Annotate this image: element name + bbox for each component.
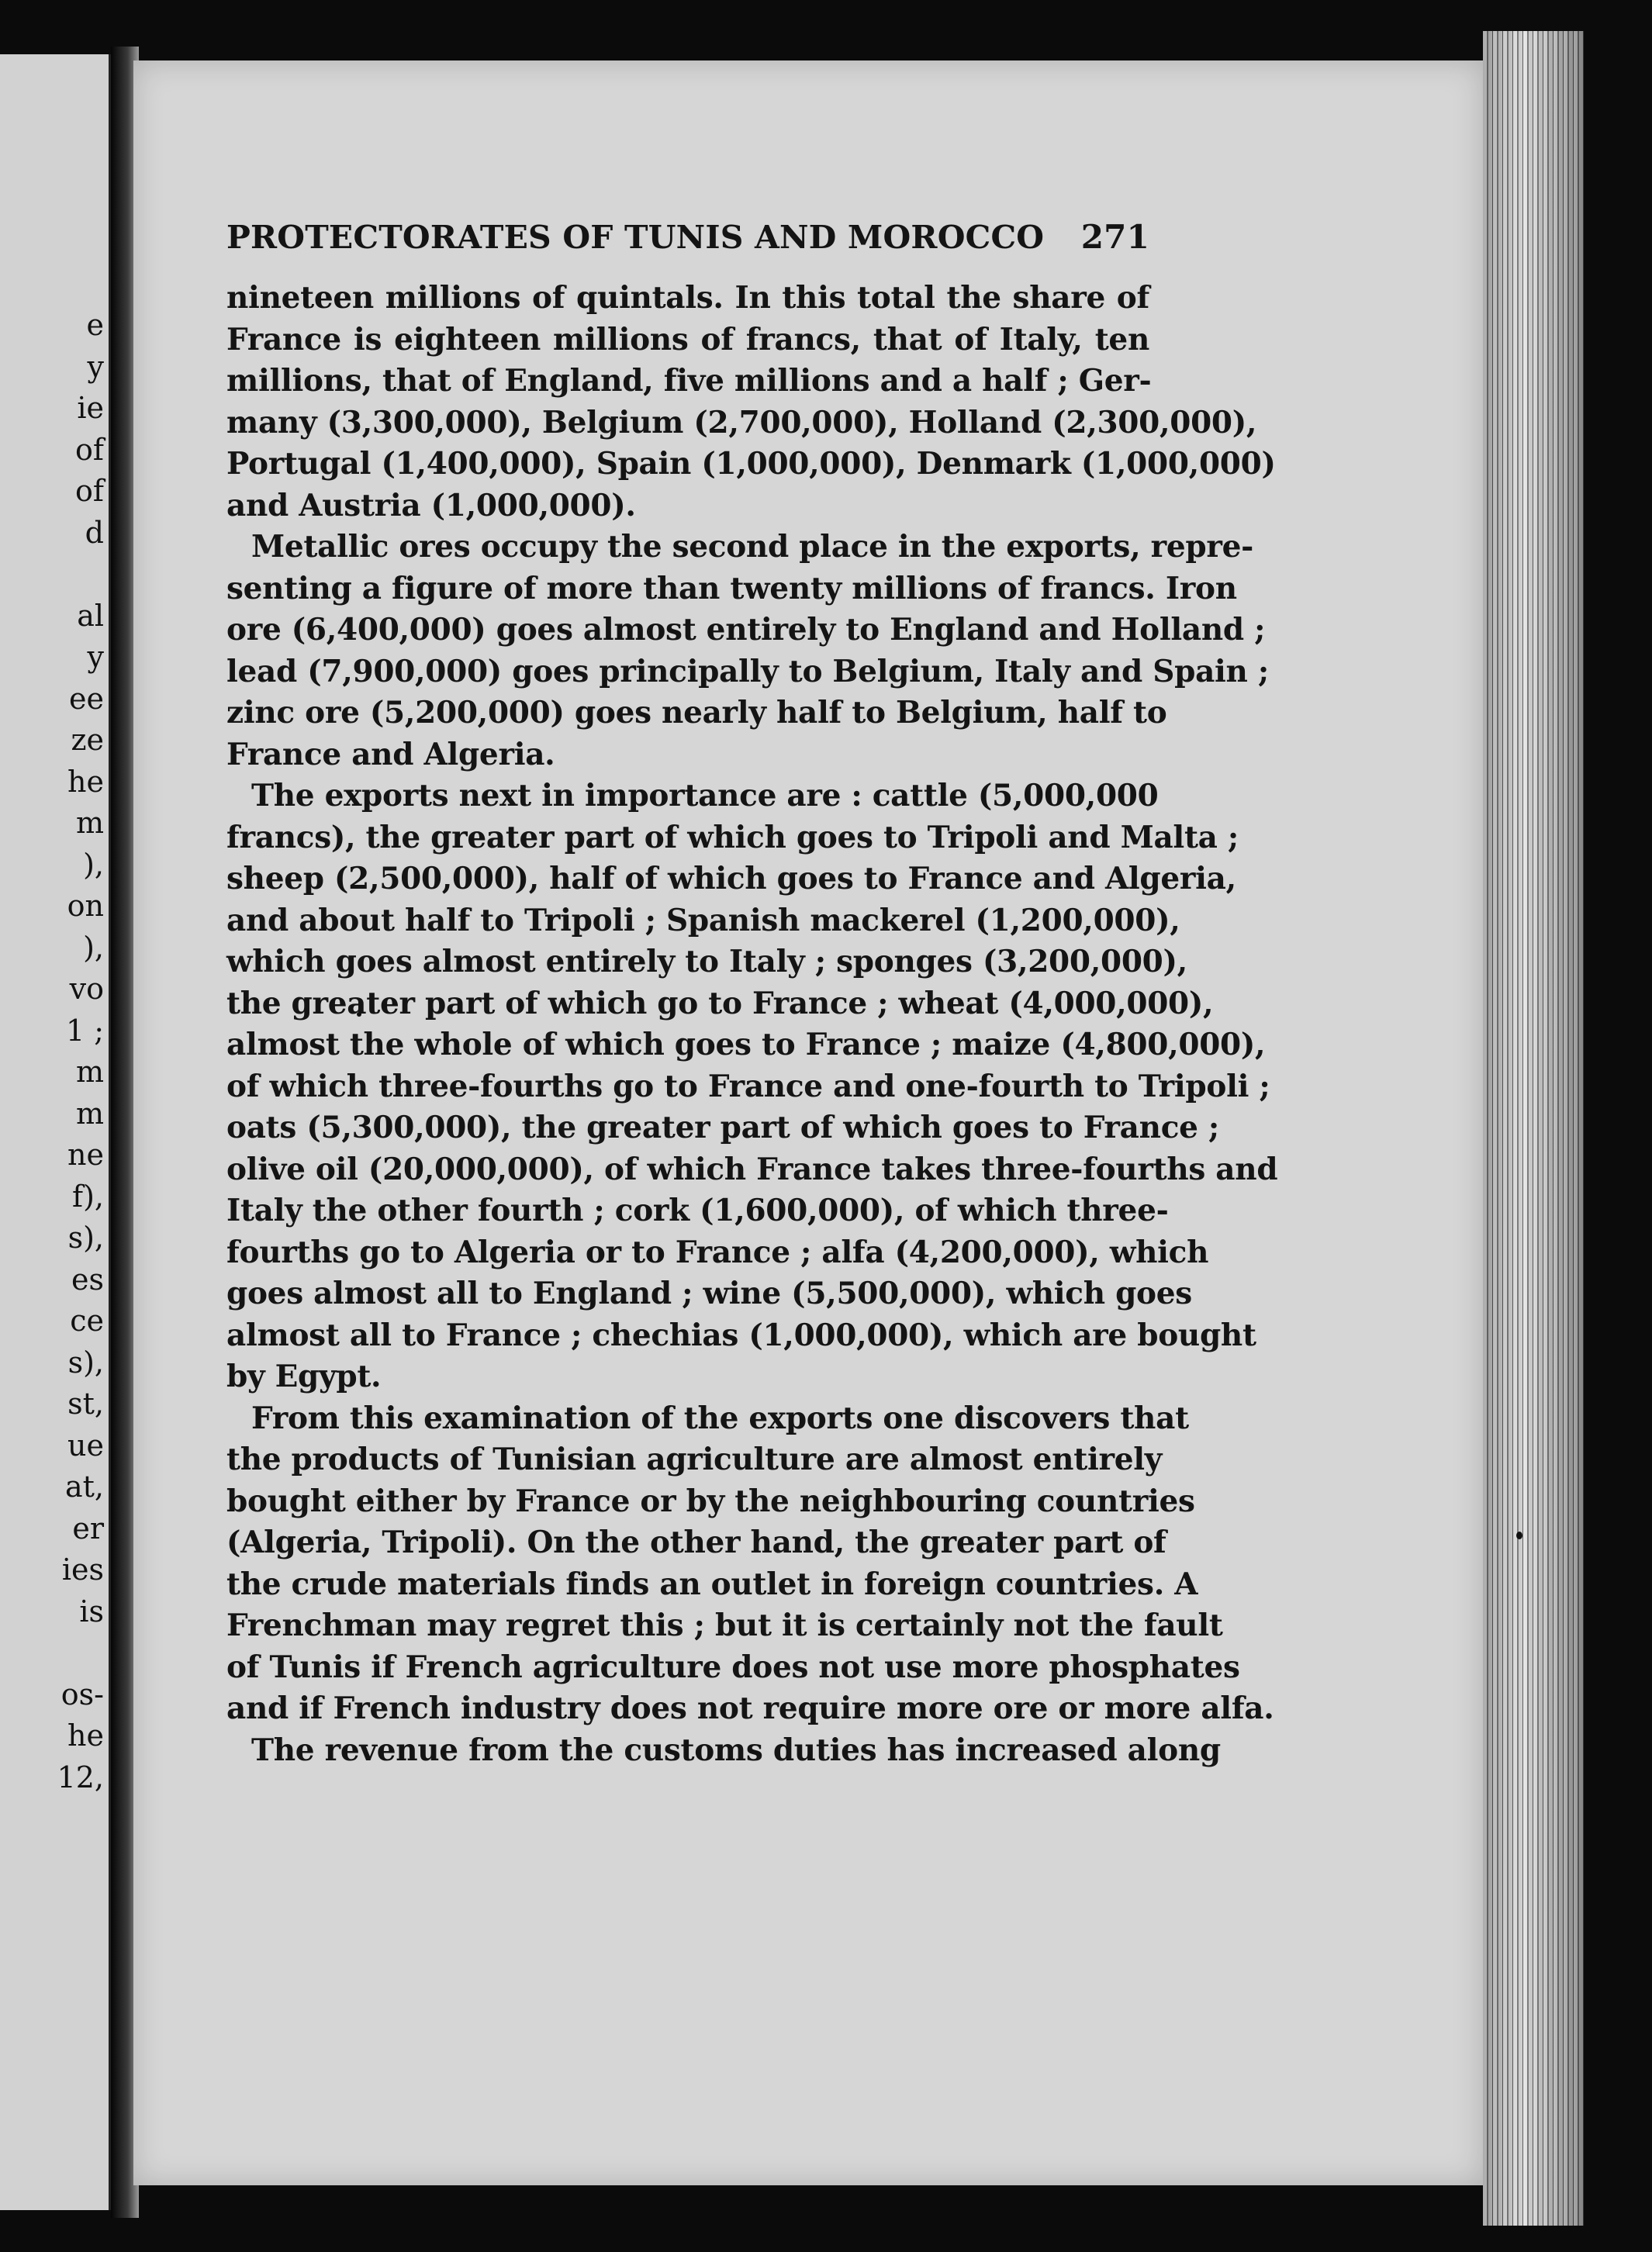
text-line: ore (6,400,000) goes almost entirely to England and Holland ; — [226, 612, 1266, 648]
text-line: Italy the other fourth ; cork (1,600,000), of which three- — [226, 1193, 1169, 1228]
text-line: by Egypt. — [226, 1359, 382, 1394]
text-line: of which three-fourths go to France and one-fourth to Tripoli ; — [226, 1068, 1270, 1104]
text-line: which goes almost entirely to Italy ; sponges (3,200,000), — [226, 944, 1187, 979]
text-line: and Austria (1,000,000). — [226, 487, 636, 523]
running-head — [226, 217, 1149, 257]
facing-page-fragment: es — [71, 1262, 104, 1297]
text-line: almost all to France ; chechias (1,000,000), which are bought — [226, 1317, 1256, 1353]
text-line: France and Algeria. — [226, 736, 555, 772]
page-edges-shadow — [1483, 31, 1584, 2226]
text-line: zinc ore (5,200,000) goes nearly half to Belgium, half to — [226, 695, 1167, 731]
facing-page-fragment: s), — [67, 1221, 104, 1255]
text-line: and about half to Tripoli ; Spanish mackerel (1,200,000), — [226, 902, 1180, 938]
facing-page-fragment: ue — [67, 1428, 104, 1463]
facing-page-left — [0, 54, 111, 2210]
facing-page-fragment: ), — [83, 930, 104, 965]
facing-page-fragment: m — [75, 806, 104, 840]
text-line: the greater part of which go to France ; wheat (4,000,000), — [226, 985, 1214, 1021]
text-line: many (3,300,000), Belgium (2,700,000), Holland (2,300,000), — [226, 404, 1257, 440]
facing-page-fragment: ne — [67, 1138, 104, 1172]
text-line: millions, that of England, five millions and a half ; Ger- — [226, 363, 1152, 399]
text-line: and if French industry does not require more ore or more alfa. — [226, 1691, 1274, 1726]
text-line: of Tunis if French agriculture does not use more phosphates — [226, 1649, 1240, 1685]
facing-page-fragment: ies — [61, 1553, 104, 1587]
text-line: Metallic ores occupy the second place in the exports, repre- — [251, 529, 1254, 565]
facing-page-fragment: ), — [83, 847, 104, 882]
text-line: From this examination of the exports one discovers that — [251, 1400, 1189, 1436]
text-line: oats (5,300,000), the greater part of which goes to France ; — [226, 1110, 1220, 1145]
text-line: olive oil (20,000,000), of which France takes three-fourths and — [226, 1151, 1278, 1187]
text-line: (Algeria, Tripoli). On the other hand, the greater part of — [226, 1525, 1166, 1560]
facing-page-fragment: s), — [67, 1345, 104, 1380]
text-line: fourths go to Algeria or to France ; alfa (4,200,000), which — [226, 1234, 1209, 1270]
facing-page-fragment: ze — [71, 723, 104, 757]
facing-page-fragment: vo — [69, 972, 104, 1006]
paragraph — [226, 278, 1276, 527]
scan-speck — [1516, 1532, 1522, 1539]
paragraph — [226, 775, 1278, 1398]
facing-page-fragment: at, — [64, 1470, 104, 1504]
facing-page-fragment: st, — [67, 1387, 104, 1421]
paragraph — [226, 527, 1269, 775]
page-body — [226, 217, 1278, 1771]
text-line: lead (7,900,000) goes principally to Belgium, Italy and Spain ; — [226, 653, 1269, 689]
facing-page-fragment: 12, — [57, 1760, 104, 1794]
facing-page-fragment: d — [85, 515, 104, 550]
facing-page-fragment: y — [87, 349, 104, 384]
text-line: the products of Tunisian agriculture are almost entirely — [226, 1442, 1163, 1477]
facing-page-fragment: er — [72, 1511, 104, 1546]
facing-page-fragment: os- — [60, 1677, 104, 1711]
facing-page-fragment: m — [75, 1096, 104, 1131]
paragraph — [226, 1398, 1274, 1730]
text-line: The exports next in importance are : cattle (5,000,000 — [251, 778, 1159, 813]
text-line: nineteen millions of quintals. In this total the share of — [226, 280, 1149, 316]
facing-page-fragment: of — [75, 432, 104, 467]
text-line: bought either by France or by the neighbouring countries — [226, 1483, 1195, 1519]
facing-page-fragment: al — [77, 598, 104, 633]
text-line: Portugal (1,400,000), Spain (1,000,000), Denmark (1,000,000) — [226, 446, 1276, 482]
facing-page-fragment: e — [86, 308, 104, 342]
facing-page-fragment: of — [75, 474, 104, 508]
paragraph — [226, 1730, 1221, 1772]
text-line: France is eighteen millions of francs, that of Italy, ten — [226, 321, 1149, 357]
page-number: 271 — [1080, 218, 1149, 256]
text-line: goes almost all to England ; wine (5,500,000), which goes — [226, 1276, 1192, 1311]
text-line: almost the whole of which goes to France ; maize (4,800,000), — [226, 1027, 1266, 1062]
facing-page-fragment: is — [79, 1594, 104, 1629]
text-line: The revenue from the customs duties has increased along — [251, 1732, 1221, 1768]
facing-page-fragment: he — [67, 764, 104, 799]
text-line: Frenchman may regret this ; but it is certainly not the fault — [226, 1608, 1223, 1643]
facing-page-fragment: he — [67, 1718, 104, 1753]
facing-page-fragment: ce — [70, 1304, 104, 1338]
facing-page-fragment: 1 ; — [65, 1013, 104, 1048]
text-line: the crude materials finds an outlet in foreign countries. A — [226, 1566, 1198, 1602]
facing-page-fragment: ie — [77, 391, 104, 425]
facing-page-fragment: on — [67, 889, 104, 923]
facing-page-fragment: f), — [72, 1179, 104, 1214]
text-line: sheep (2,500,000), half of which goes to France and Algeria, — [226, 861, 1236, 896]
facing-page-fragment: m — [75, 1055, 104, 1089]
facing-page-fragment: y — [87, 640, 104, 674]
facing-page-fragment: ee — [69, 681, 104, 716]
text-line: senting a figure of more than twenty millions of francs. Iron — [226, 570, 1237, 606]
running-head-title: PROTECTORATES OF TUNIS AND MOROCCO — [226, 219, 1045, 256]
text-line: francs), the greater part of which goes to Tripoli and Malta ; — [226, 819, 1239, 855]
body-paragraphs — [226, 278, 1278, 1771]
